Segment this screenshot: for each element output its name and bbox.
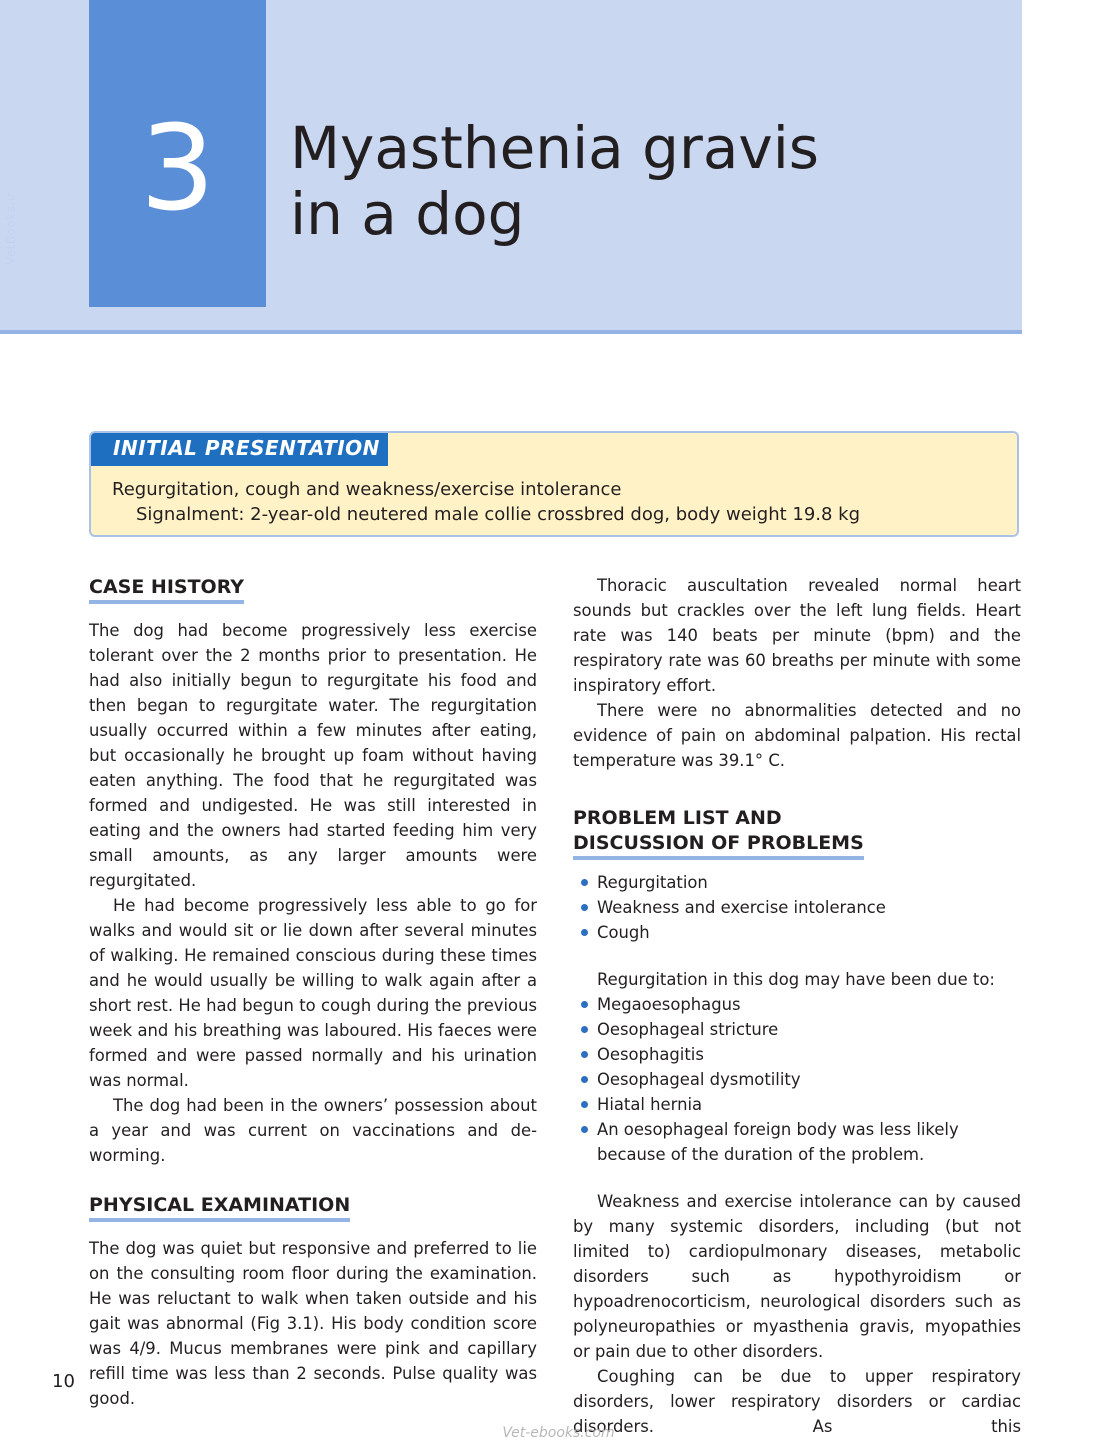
physical-examination-paragraph: The dog was quiet but responsive and preferred to lie on the consulting room floor during the examination. He was reluctant to walk when taken outside and his gait was abnormal (Fig 3.1). His body condition score was 4/9. Mucus membranes were pink and capillary refill time was less than 2 seconds. Pulse quality was good.	[89, 1239, 537, 1408]
side-watermark: VetBooks.ir	[4, 191, 18, 265]
discussion-paragraph: Weakness and exercise intolerance can by caused by many systemic disorders, including (but not limited to) cardiopulmonary diseases, metabolic disorders such as hypothyroidism or hypoadrenocorticism, neurological disorders such as polyneuropathies or myasthenia gravis, myopathies or pain due to other disorders.	[573, 1192, 1021, 1361]
right-column	[573, 573, 1021, 1439]
bullet-icon	[581, 1101, 588, 1108]
initial-presentation-label: INITIAL PRESENTATION	[113, 436, 380, 460]
list-item: Regurgitation	[573, 870, 1021, 895]
list-item: Oesophageal stricture	[573, 1017, 1021, 1042]
list-item: An oesophageal foreign body was less likely because of the duration of the problem.	[573, 1117, 1021, 1167]
page-number: 10	[52, 1371, 75, 1392]
physical-examination-heading: PHYSICAL EXAMINATION	[89, 1193, 350, 1222]
bullet-icon	[581, 929, 588, 936]
list-item: Oesophageal dysmotility	[573, 1067, 1021, 1092]
list-item: Weakness and exercise intolerance	[573, 895, 1021, 920]
footer-watermark: Vet-ebooks.com	[502, 1425, 615, 1441]
regurgitation-causes-list	[573, 992, 1021, 1167]
discussion-paragraph: Coughing can be due to upper respiratory disorders, lower respiratory disorders or cardiac disorders. As this	[573, 1367, 1021, 1436]
problem-list-heading-line-2: DISCUSSION OF PROBLEMS	[573, 832, 864, 854]
examination-paragraph: Thoracic auscultation revealed normal heart sounds but crackles over the left lung fields. Heart rate was 140 beats per minute (bpm) and the respiratory rate was 60 breaths per minute with some inspiratory effort.	[573, 576, 1021, 695]
chapter-title-line-2: in a dog	[290, 180, 525, 248]
bullet-icon	[581, 1076, 588, 1083]
bullet-icon	[581, 879, 588, 886]
list-item: Cough	[573, 920, 1021, 945]
problem-list	[573, 870, 1021, 945]
presentation-complaint: Regurgitation, cough and weakness/exercise intolerance	[112, 479, 622, 500]
examination-paragraph: There were no abnormalities detected and no evidence of pain on abdominal palpation. His rectal temperature was 39.1° C.	[573, 701, 1021, 770]
chapter-number-box	[89, 0, 266, 307]
regurgitation-intro: Regurgitation in this dog may have been due to:	[597, 970, 995, 989]
bullet-icon	[581, 904, 588, 911]
bullet-icon	[581, 1051, 588, 1058]
chapter-number: 3	[139, 99, 216, 237]
case-history-heading: CASE HISTORY	[89, 575, 244, 604]
case-history-paragraph: The dog had been in the owners’ possession about a year and was current on vaccinations and de-worming.	[89, 1096, 537, 1165]
case-history-paragraph: He had become progressively less able to go for walks and would sit or lie down after several minutes of walking. He remained conscious during these times and he would usually be willing to walk again after a short rest. He had begun to cough during the previous week and his breathing was laboured. His faeces were formed and were passed normally and his urination was normal.	[89, 896, 537, 1090]
chapter-title	[290, 115, 990, 247]
header-divider	[0, 330, 1022, 334]
initial-presentation-box	[89, 431, 1019, 537]
list-item: Megaoesophagus	[573, 992, 1021, 1017]
list-item: Oesophagitis	[573, 1042, 1021, 1067]
list-item: Hiatal hernia	[573, 1092, 1021, 1117]
left-column	[89, 575, 537, 1411]
presentation-signalment: Signalment: 2-year-old neutered male collie crossbred dog, body weight 19.8 kg	[136, 504, 861, 525]
initial-presentation-tab	[91, 433, 388, 466]
problem-list-heading	[573, 806, 864, 860]
bullet-icon	[581, 1126, 588, 1133]
bullet-icon	[581, 1001, 588, 1008]
bullet-icon	[581, 1026, 588, 1033]
chapter-title-line-1: Myasthenia gravis	[290, 114, 820, 182]
problem-list-heading-line-1: PROBLEM LIST AND	[573, 807, 782, 829]
case-history-paragraph: The dog had become progressively less exercise tolerant over the 2 months prior to presentation. He had also initially begun to regurgitate his food and then began to regurgitate water. The regurgitation usually occurred within a few minutes after eating, but occasionally he brought up foam without having eaten anything. The food that he regurgitated was formed and undigested. He was still interested in eating and the owners had started feeding him very small amounts, as any larger amounts were regurgitated.	[89, 621, 537, 890]
